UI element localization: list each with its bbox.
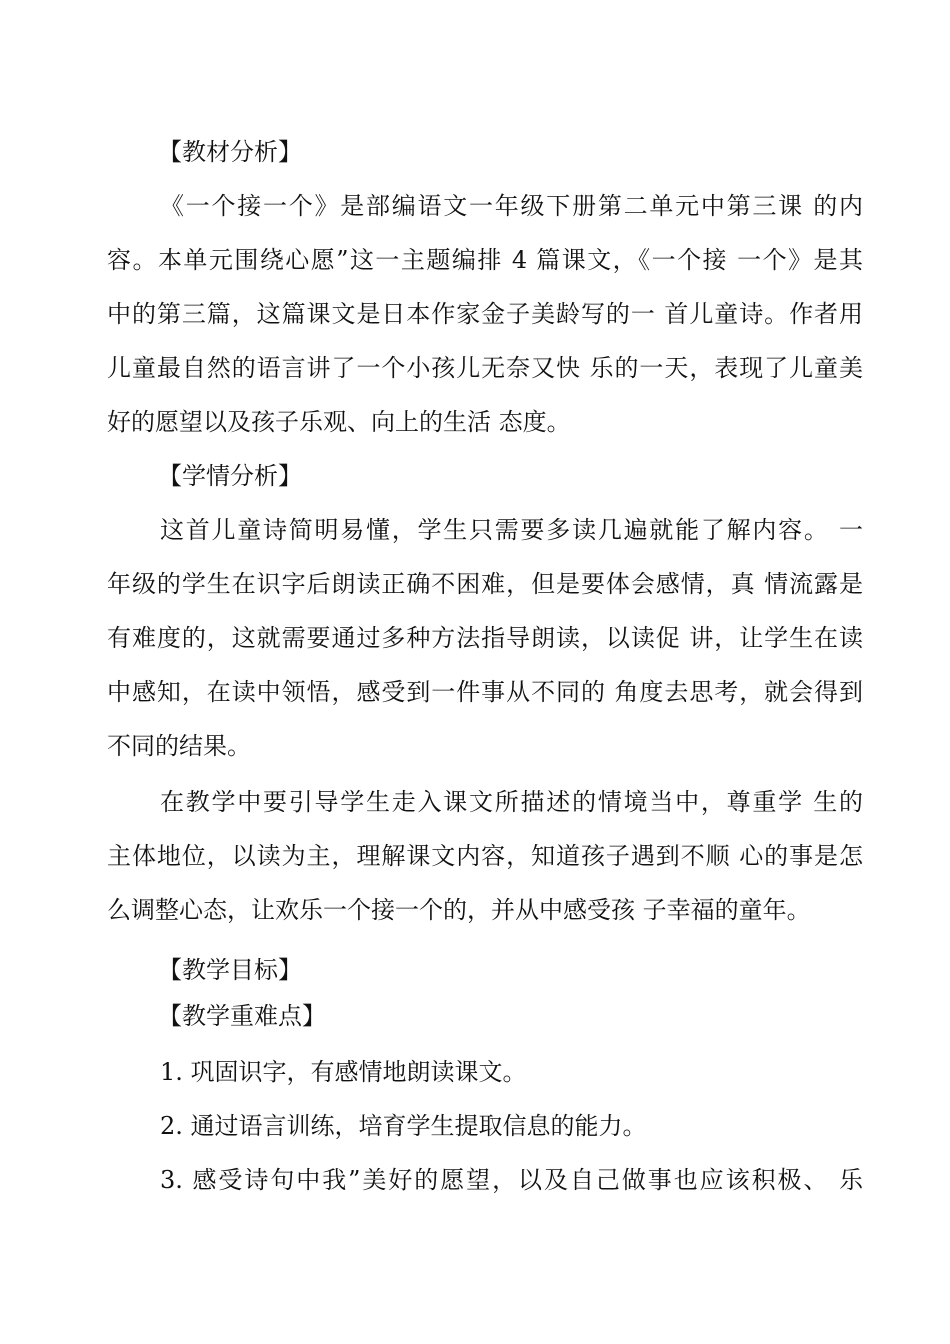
heading-student-analysis: 【学情分析】: [158, 462, 302, 490]
textbook-line-5: 好的愿望以及孩子乐观、向上的生活 态度。: [107, 408, 571, 436]
students-p1-line-3: 有难度的，这就需要通过多种方法指导朗读，以读促 讲，让学生在读: [107, 624, 863, 652]
students-p2-line-3: 么调整心态，让欢乐一个接一个的，并从中感受孩 子幸福的童年。: [107, 896, 811, 924]
students-p2-line-1: 在教学中要引导学生走入课文所描述的情境当中，尊重学 生的: [160, 788, 863, 816]
textbook-line-4: 儿童最自然的语言讲了一个小孩儿无奈又快 乐的一天，表现了儿童美: [107, 354, 863, 382]
textbook-line-1: 《一个接一个》是部编语文一年级下册第二单元中第三课 的内: [160, 192, 863, 220]
heading-textbook-analysis: 【教材分析】: [158, 138, 302, 166]
heading-teaching-goals: 【教学目标】: [158, 956, 302, 984]
textbook-line-3: 中的第三篇，这篇课文是日本作家金子美龄写的一 首儿童诗。作者用: [107, 300, 863, 328]
keypoint-item-3: 3. 感受诗句中我”美好的愿望，以及自己做事也应该积极、 乐: [160, 1166, 863, 1194]
students-p1-line-4: 中感知，在读中领悟，感受到一件事从不同的 角度去思考，就会得到: [107, 678, 863, 706]
keypoint-item-1: 1. 巩固识字，有感情地朗读课文。: [160, 1058, 527, 1086]
textbook-line-2: 容。本单元围绕心愿”这一主题编排 4 篇课文，《一个接 一个》是其: [107, 246, 863, 274]
students-p1-line-2: 年级的学生在识字后朗读正确不困难，但是要体会感情，真 情流露是: [107, 570, 863, 598]
students-p2-line-2: 主体地位，以读为主，理解课文内容，知道孩子遇到不顺 心的事是怎: [107, 842, 863, 870]
heading-key-points: 【教学重难点】: [158, 1002, 326, 1030]
students-p1-line-1: 这首儿童诗简明易懂，学生只需要多读几遍就能了解内容。 一: [160, 516, 863, 544]
keypoint-item-2: 2. 通过语言训练，培育学生提取信息的能力。: [160, 1112, 647, 1140]
students-p1-line-5: 不同的结果。: [107, 732, 251, 760]
